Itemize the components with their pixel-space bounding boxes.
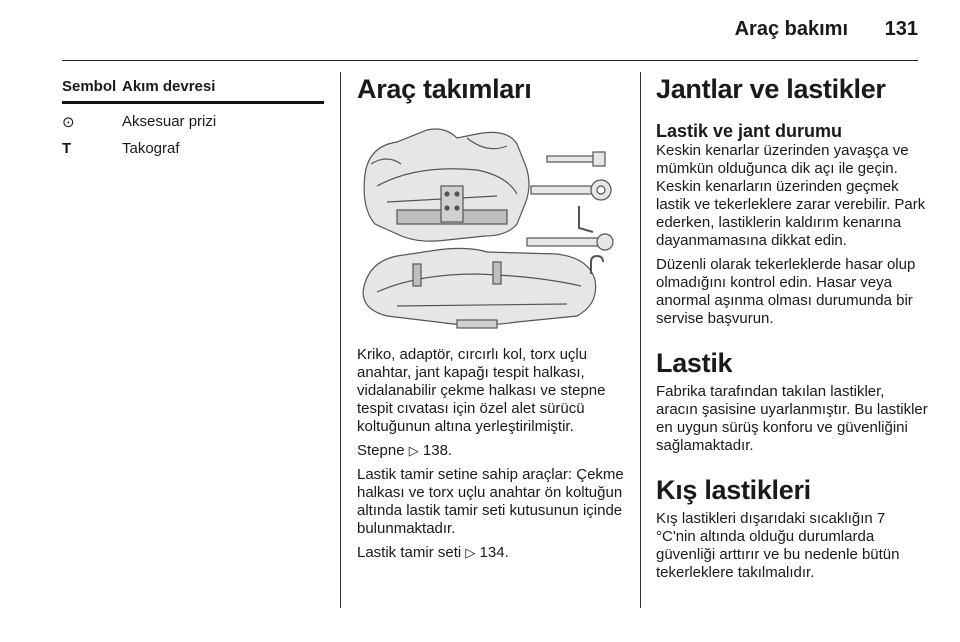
tool-kit-illustration: [357, 124, 629, 336]
page-header: [0, 0, 960, 62]
col-symbol-header: Sembol: [62, 78, 117, 95]
page-number: 131: [884, 18, 918, 40]
table-row: [62, 113, 324, 131]
row-label: Takograf: [122, 140, 180, 157]
header-title: Araç bakımı: [734, 18, 848, 40]
right-arrow-icon: ▷: [465, 545, 476, 560]
right-arrow-icon: ▷: [408, 443, 419, 458]
wheel-cover-hook-icon: [591, 256, 603, 274]
header-rule: [62, 60, 918, 61]
tools-paragraph-1: Kriko, adaptör, cırcırlı kol, torx uçlu anahtar, jant kapağı tespit halkası, vidalanabilir çekme halkası ve stepne tespit cıvatası için özel alet sürücü koltuğunun altına yerleştirilmiştir.: [357, 346, 606, 435]
table-row: [62, 140, 324, 157]
repair-kit-text: Lastik tamir seti: [357, 544, 462, 561]
row-label: Aksesuar prizi: [122, 113, 217, 130]
towing-eye-icon: [531, 180, 611, 200]
spare-wheel-text: Stepne: [357, 442, 405, 459]
wheel-condition-paragraph-1: Keskin kenarlar üzerinden yavaşça ve mümkün olduğunca dik açı ile geçin. Keskin kenarların üzerinden geçmek lastik ve tekerleklere zarar verebilir. Park ederken, lastiklerin kaldırım kenarına dayanmamasına dikkat edin.: [656, 142, 926, 249]
column-divider-2: [640, 72, 641, 608]
symbol-table: [62, 78, 324, 157]
winter-tires-paragraph: Kış lastikleri dışarıdaki sıcaklığın 7 °C'nin altında olduğu durumlarda güvenliği arttırır ve bu nedenle bütün tekerleklere takılmalıdır.: [656, 510, 900, 581]
tools-paragraph-4: [357, 544, 629, 562]
symbol-table-header: [62, 78, 324, 104]
winter-tires-heading: Kış lastikleri: [656, 475, 811, 505]
page-reference[interactable]: 138.: [422, 442, 453, 459]
wheels-section: [656, 74, 928, 588]
tachograph-icon: T: [62, 140, 72, 157]
tools-section: [357, 74, 629, 561]
tool-tray-upper: [364, 129, 529, 241]
wheel-bolt-icon: [547, 152, 605, 166]
tires-paragraph: Fabrika tarafından takılan lastikler, aracın şasisine uyarlanmıştır. Bu lastikler en uygun sürüş konforu ve güvenliğini sağlamaktadır.: [656, 383, 928, 454]
page-reference[interactable]: 134.: [479, 544, 509, 561]
torx-key-icon: [579, 206, 593, 232]
tools-text: [357, 346, 629, 568]
tires-heading: Lastik: [656, 348, 733, 378]
wheels-title: Jantlar ve lastikler: [656, 74, 886, 104]
column-divider-1: [340, 72, 341, 608]
tool-tray-lower: [363, 248, 596, 328]
col-circuit-header: Akım devresi: [122, 78, 216, 95]
wheel-condition-heading: Lastik ve jant durumu: [656, 121, 843, 141]
tools-title: Araç takımları: [357, 74, 532, 104]
tools-paragraph-3: Lastik tamir setine sahip araçlar: Çekme halkası ve torx uçlu anahtar ön koltuğun altında lastik tamir seti kutusunun içinde bulunmaktadır.: [357, 466, 624, 537]
wheel-condition-paragraph-2: Düzenli olarak tekerleklerde hasar olup olmadığını kontrol edin. Hasar veya anormal aşınma olması durumunda bir servise başvurun.: [656, 256, 916, 327]
ratchet-handle-icon: [527, 234, 613, 250]
tools-paragraph-2: [357, 442, 629, 460]
accessory-socket-icon: ⊙: [62, 114, 75, 131]
